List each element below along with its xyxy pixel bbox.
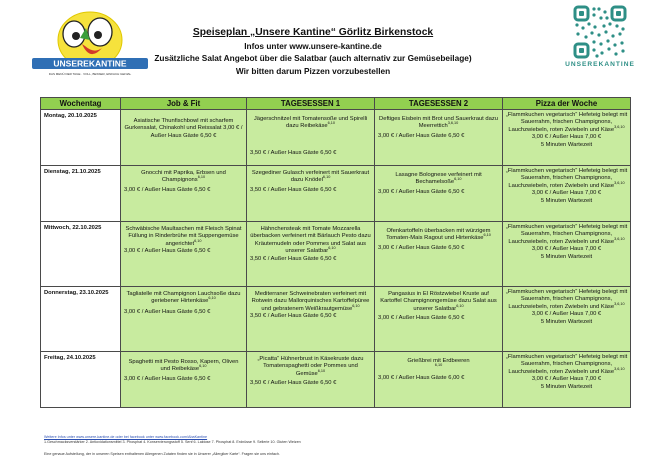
weekday-cell: Freitag, 24.10.2025 [41,352,121,408]
logo-tagline: DAS MENÜ DER TAGE · VOLL, BESSER, EINFACH GENIAL [48,72,132,76]
dish-price: 3,00 € / Außer Haus Gäste 6,50 € [378,188,465,195]
dish-price: 3,00 € / Außer Haus 7,00 € [531,134,602,141]
dish-price: 3,00 € / Außer Haus Gäste 6,50 € [378,244,465,251]
dish-description: „Flammkuchen vegetarisch“ Hefeteig belegt mit Sauerrahm, frischen Champignons, Lauchzwiebeln, roten Zwiebeln und Käse$^{3,6,10}$ [505,168,628,189]
dish-description: Szegediner Gulasch verfeinert mit Sauerkraut dazu Knödel$^{6,10}$ [251,170,370,184]
dish-description: Ofenkartoffeln überbacken mit würzigem Tomaten-Mais Ragout und Hirtenkäse$^{6,10}$ [386,228,491,242]
pizza-preorder-note: Wir bitten darum Pizzen vorzubestellen [235,65,391,76]
kantine-logo [30,6,150,78]
dish-description: Mediterraner Schweinebraten verfeinert mit Rotwein dazu Mallorquinisches Kartoffelpüree und gebratenem Weißkrautgemüse$^{6,10}$ [251,291,370,312]
qr-code[interactable] [572,4,628,60]
dish-price: 3,00 € / Außer Haus 7,00 € [531,190,602,197]
table-row [41,287,631,352]
dish-description: „Flammkuchen vegetarisch“ Hefeteig belegt mit Sauerrahm, frischen Champignons, Lauchzwiebeln, roten Zwiebeln und Käse$^{3,6,10}$ [505,224,628,245]
pizza-cell [503,287,631,352]
job-fit-cell [121,352,247,408]
dish-description: „Picatta“ Hühnerbrust in Käsekruste dazu Tomatenspaghetti oder Pommes und Gemüse$^{6,10}$ [257,356,364,377]
weekday-cell: Mittwoch, 22.10.2025 [41,222,121,287]
table-row [41,352,631,408]
additives-legend: 1.Geschmacksverstärker 2. Antioxidationsmittel 3. Phosphat 4. Konservierungsstoff 5. Senf 6. Laktose 7. Phosphat 8. Erdnüsse 9. Sellerie 10. Gluten Weizen [44,439,301,444]
wait-time: 5 Minuten Wartezeit [540,141,593,148]
tagesessen2-cell [375,352,503,408]
tagesessen1-cell [247,110,375,166]
menu-header [150,27,476,77]
info-line: Infos unter www.unsere-kantine.de [244,40,382,51]
tagesessen1-cell [247,222,375,287]
dish-description: Grießbrei mit Erdbeeren $^{6,10}$ [407,358,470,368]
allergen-note: Eine genaue Aufstellung, der in unseren Speisen enthaltenen Allergenen Zutaten finden sie in Unserer „Allergiker Karte“. Fragen sie uns einfach. [44,452,280,456]
wait-time: 5 Minuten Wartezeit [540,253,593,260]
column-header: TAGESESSEN 2 [375,98,503,110]
wait-time: 5 Minuten Wartezeit [540,318,593,325]
column-header: Wochentag [41,98,121,110]
table-row [41,222,631,287]
footer-info [44,435,464,444]
dish-description: Deftiges Eisbein mit Brot und Sauerkraut dazu Meerrettich$^{3,6,10}$ [379,116,498,130]
dish-description: „Flammkuchen vegetarisch“ Hefeteig belegt mit Sauerrahm, frischen Champignons, Lauchzwiebeln, roten Zwiebeln und Käse$^{3,6,10}$ [505,354,628,375]
pizza-cell [503,222,631,287]
dish-description: Tagliatelle mit Champignon Lauchsoße dazu geriebener Hirtenkäse$^{6,10}$ [126,291,241,305]
tagesessen2-cell [375,287,503,352]
weekday-cell: Montag, 20.10.2025 [41,110,121,166]
tagesessen2-cell [375,222,503,287]
wait-time: 5 Minuten Wartezeit [540,197,593,204]
dish-price: 3,00 € / Außer Haus Gäste 6,00 € [378,374,465,381]
dish-description: Gnocchi mit Paprika, Erbsen und Champignons$^{6,10}$ [141,170,226,184]
salad-note: Zusätzliche Salat Angebot über die Salatbar (auch alternativ zur Gemüsebeilage) [154,53,472,63]
job-fit-cell [121,287,247,352]
page-title: Speiseplan „Unsere Kantine“ Görlitz Birkenstock [192,27,434,38]
tagesessen1-cell [247,287,375,352]
dish-description: Pangasius in El Röstzwiebel Kruste auf Kartoffel Champignongemüse dazu Salat aus unserer Salatbar$^{6,10}$ [380,291,497,312]
dish-price: 3,00 € / Außer Haus 7,00 € [531,311,602,318]
dish-description: „Flammkuchen vegetarisch“ Hefeteig belegt mit Sauerrahm, frischen Champignons, Lauchzwiebeln, roten Zwiebeln und Käse$^{3,6,10}$ [505,289,628,310]
tagesessen1-cell [247,352,375,408]
dish-price: 3,50 € / Außer Haus Gäste 6,50 € [250,186,337,193]
weekday-cell: Donnerstag, 23.10.2025 [41,287,121,352]
dish-price: 3,00 € / Außer Haus Gäste 6,50 € [378,132,465,139]
dish-price: 3,00 € / Außer Haus Gäste 6,50 € [378,315,465,322]
dish-description: Asiatische Thunfischbowl mit scharfem Gurkensalat, Chinakohl und Reissalat 3,00 € / Außer Haus Gäste 6,50 € [124,118,243,139]
dish-description: Schwäbische Maultaschen mit Fleisch Spinat Füllung in Rinderbrühe mit Suppengemüse angerichtet$^{6,10}$ [125,226,242,247]
job-fit-cell [121,110,247,166]
dish-price: 3,50 € / Außer Haus Gäste 6,50 € [250,380,337,387]
table-header-row [41,98,631,110]
dish-price: 3,50 € / Außer Haus Gäste 6,50 € [250,149,337,156]
dish-description: Lasagne Bolognese verfeinert mit Bechamelsoße$^{6,10}$ [395,172,482,186]
weekly-menu-table [40,97,631,408]
dish-description: Hähnchensteak mit Tomate Mozzarella überbacken verfeinert mit Bärlauch Pesto dazu Kräuternudeln oder Pommes und Salat aus unserer Salatbar$^{6,10}$ [250,226,371,255]
job-fit-cell [121,222,247,287]
column-header: TAGESESSEN 1 [247,98,375,110]
dish-price: 3,00 € / Außer Haus 7,00 € [531,376,602,383]
pizza-cell [503,110,631,166]
column-header: Job & Fit [121,98,247,110]
column-header: Pizza der Woche [503,98,631,110]
dish-price: 3,00 € / Außer Haus Gäste 6,50 € [124,186,211,193]
tagesessen2-cell [375,110,503,166]
footer-links[interactable]: Weitere Infos unter www.unsere-kantine.de oder bei facebook unter www.facebook.com/AbaKantine [44,435,208,439]
dish-price: 3,50 € / Außer Haus Gäste 6,50 € [250,313,337,320]
dish-price: 3,00 € / Außer Haus Gäste 6,50 € [124,308,211,315]
table-row [41,110,631,166]
qr-caption: UNSEREKANTINE [565,61,635,68]
wait-time: 5 Minuten Wartezeit [540,383,593,390]
dish-description: Jägerschnitzel mit Tomatensoße und Spirelli dazu Reibekäse$^{6,10}$ [253,116,368,130]
job-fit-cell [121,166,247,222]
dish-description: „Flammkuchen vegetarisch“ Hefeteig belegt mit Sauerrahm, frischen Champignons, Lauchzwiebeln, roten Zwiebeln und Käse$^{3,6,10}$ [505,112,628,133]
table-row [41,166,631,222]
pizza-cell [503,166,631,222]
dish-description: Spaghetti mit Pesto Rosso, Kapern, Oliven und Reibekäse$^{6,10}$ [128,359,239,373]
logo-wordmark: UNSEREKANTINE [53,58,127,69]
weekday-cell: Dienstag, 21.10.2025 [41,166,121,222]
dish-price: 3,00 € / Außer Haus Gäste 6,50 € [124,375,211,382]
tagesessen2-cell [375,166,503,222]
tagesessen1-cell [247,166,375,222]
pizza-cell [503,352,631,408]
dish-price: 3,00 € / Außer Haus Gäste 6,50 € [124,248,211,255]
dish-price: 3,00 € / Außer Haus 7,00 € [531,246,602,253]
dish-price: 3,50 € / Außer Haus Gäste 6,50 € [250,255,337,262]
